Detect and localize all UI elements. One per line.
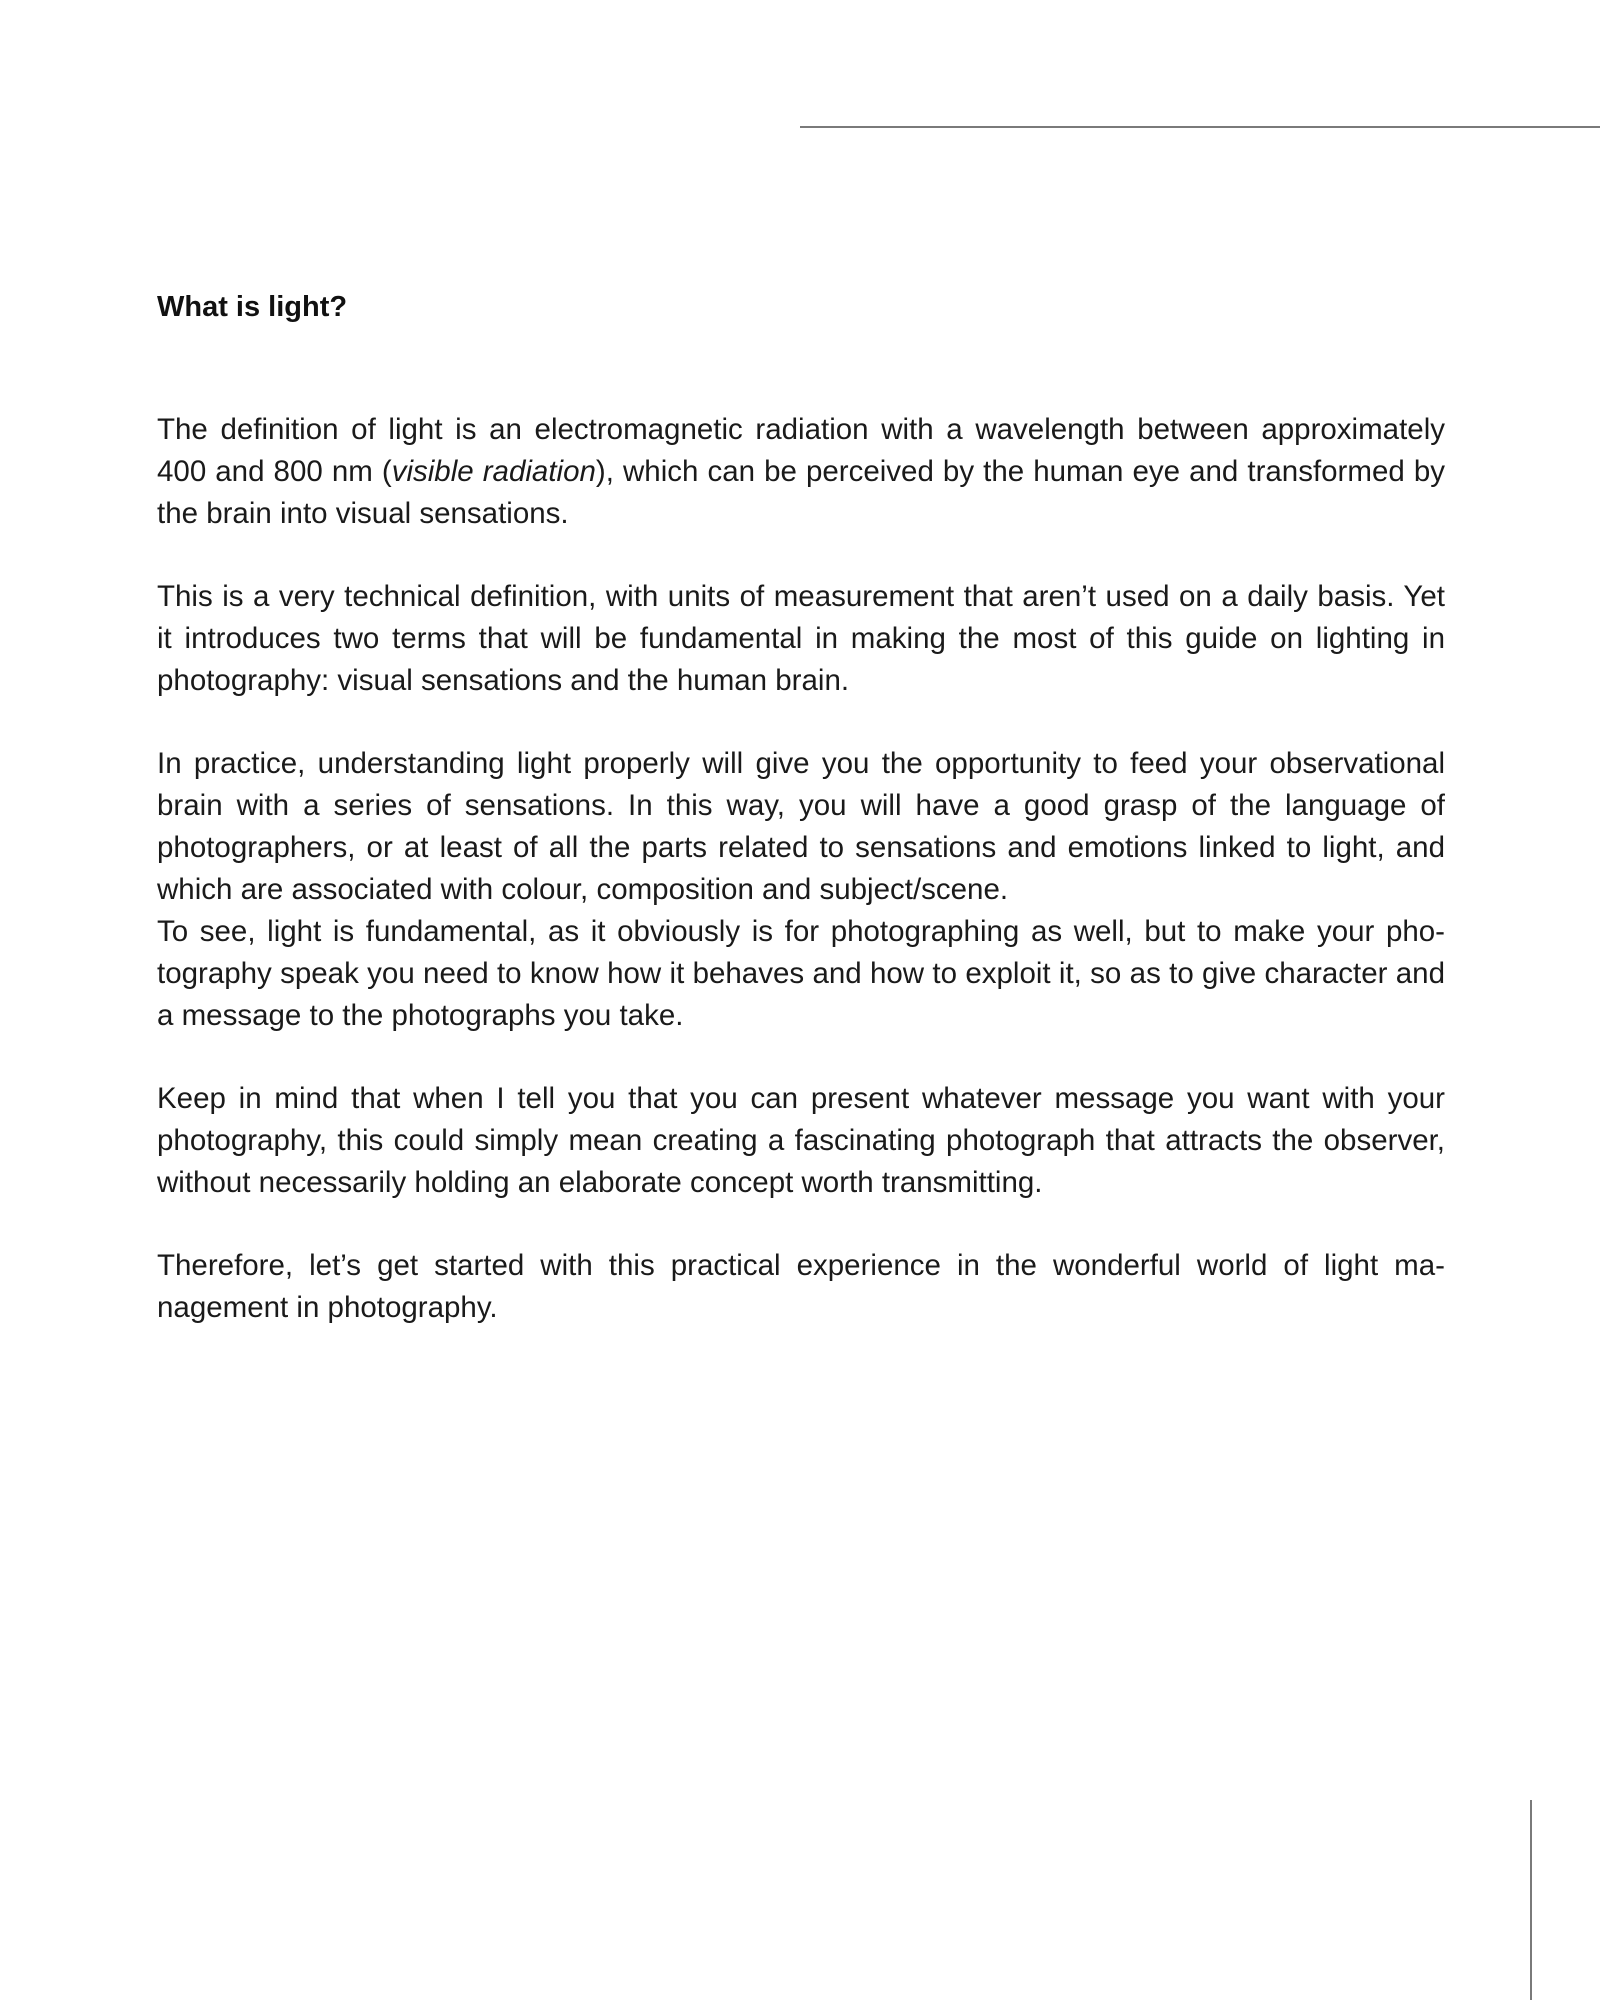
- paragraph-definition-end: ), which can be perceived by the human eye and transformed by the brain into visual sensations.: [157, 455, 1445, 530]
- page-title: What is light?: [157, 291, 348, 323]
- paragraph-practice: In practice, understanding light properly will give you the opportunity to feed your observational brain with a series of sensations. In this way, you will have a good grasp of the language of photographers, or at least of all the parts related to sensations and emotions linked to light, and which are associated with colour, composition and subject/scene.: [157, 747, 1445, 906]
- body-text: [157, 409, 1445, 1370]
- paragraph-technical: This is a very technical definition, with units of measurement that aren’t used on a daily basis. Yet it introduces two terms that will be fundamental in making the most of this guide on lighting in photography: visual sensations and the human brain.: [157, 580, 1445, 697]
- paragraph-definition-start: The definition of light is an electromagnetic radiation with a wavelength between approximately 400 and 800 nm (: [157, 413, 1445, 488]
- paragraph-keep-in-mind: Keep in mind that when I tell you that you can present whatever message you want with your photography, this could simply mean creating a fascinating photograph that attracts the observer, without necessarily holding an elaborate concept worth transmitting.: [157, 1082, 1445, 1199]
- header-rule: [800, 126, 1600, 128]
- paragraph-definition: [157, 409, 1445, 535]
- italic-term: visible radiation: [391, 455, 596, 488]
- paragraph-conclusion: Therefore, let’s get started with this practical experience in the wonderful world of light management in photography.: [157, 1249, 1445, 1324]
- margin-rule: [1530, 1800, 1532, 2000]
- paragraph-to-see: To see, light is fundamental, as it obviously is for photographing as well, but to make your photography speak you need to know how it behaves and how to exploit it, so as to give character and a message to the photographs you take.: [157, 915, 1445, 1032]
